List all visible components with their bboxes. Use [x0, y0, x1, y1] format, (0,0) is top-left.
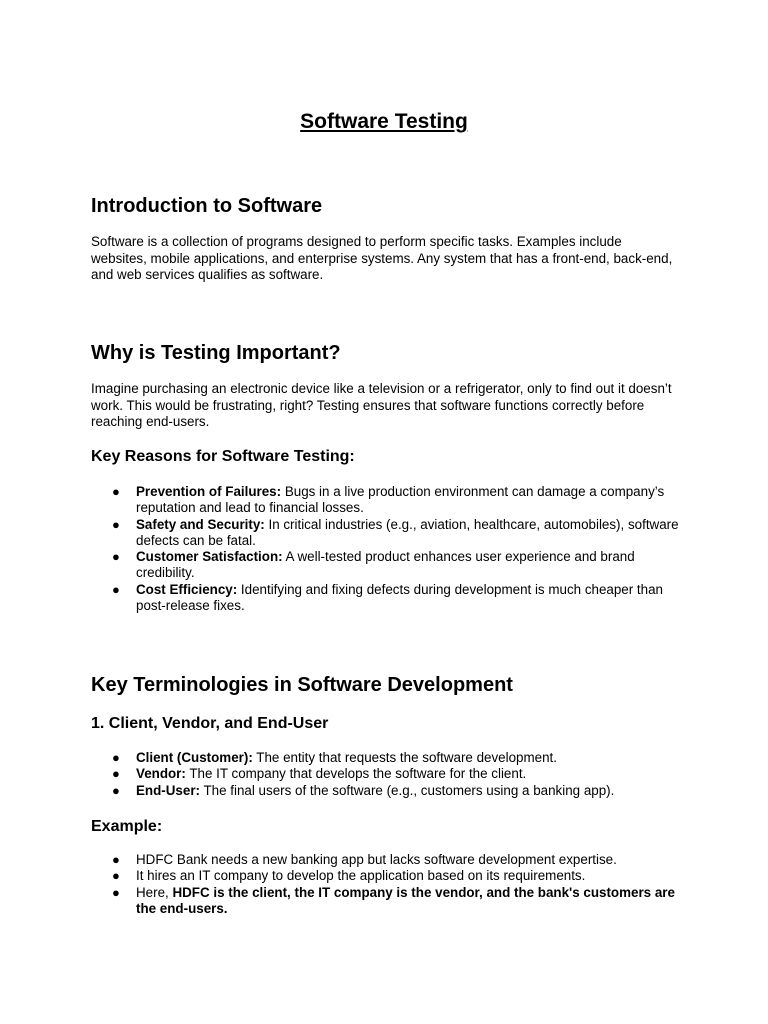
list-item — [91, 885, 681, 918]
bullet-icon: ● — [112, 766, 120, 782]
list-item — [91, 868, 681, 884]
list-item-desc: In critical industries (e.g., aviation, healthcare, automobiles), software defects can be fatal. — [136, 516, 679, 548]
list-item — [91, 783, 681, 799]
bullet-icon: ● — [112, 884, 120, 900]
list-terminologies — [91, 750, 681, 799]
list-item-desc: The entity that requests the software development. — [252, 750, 557, 765]
paragraph-introduction: Software is a collection of programs designed to perform specific tasks. Examples include websites, mobile applications, and enterprise systems. Any system that has a front-end, back-end, and web services qualifies as software. — [91, 234, 673, 282]
list-item-term: Customer Satisfaction: — [136, 549, 283, 565]
list-item-desc: The final users of the software (e.g., customers using a banking app). — [200, 782, 615, 798]
list-item-term: Prevention of Failures: — [136, 484, 282, 499]
list-item — [91, 582, 681, 615]
bullet-icon: ● — [112, 516, 120, 532]
list-item — [91, 484, 681, 517]
heading-why-testing: Why is Testing Important? — [91, 342, 341, 364]
list-item-desc: A well-tested product enhances user experience and brand credibility. — [136, 549, 635, 581]
paragraph-why-testing: Imagine purchasing an electronic device like a television or a refrigerator, only to find out it doesn’t work. This would be frustrating, right? Testing ensures that software functions correctly before reaching end-users. — [91, 381, 672, 429]
list-item — [91, 766, 681, 782]
list-item — [91, 750, 681, 766]
bullet-icon: ● — [112, 484, 120, 499]
list-item-desc: The IT company that develops the software for the client. — [185, 766, 527, 782]
list-item-text: HDFC Bank needs a new banking app but lacks software development expertise. — [136, 852, 617, 867]
list-item-term: Safety and Security: — [136, 516, 265, 532]
list-item-desc: Bugs in a live production environment can damage a company’s reputation and lead to financial losses. — [136, 484, 665, 516]
bullet-icon: ● — [112, 750, 120, 765]
document-title: Software Testing — [300, 110, 468, 133]
list-item — [91, 549, 681, 582]
list-item-term: Cost Efficiency: — [136, 581, 238, 597]
bullet-icon: ● — [112, 581, 120, 597]
heading-key-terminologies: Key Terminologies in Software Development — [91, 674, 513, 696]
list-item-term: Client (Customer): — [136, 750, 253, 765]
bullet-icon: ● — [112, 852, 120, 867]
list-item-term: End-User: — [136, 782, 200, 798]
list-item — [91, 852, 681, 868]
list-example — [91, 852, 681, 917]
heading-example: Example: — [91, 818, 163, 835]
list-key-reasons — [91, 484, 681, 614]
list-item-text: It hires an IT company to develop the application based on its requirements. — [136, 868, 586, 884]
heading-introduction: Introduction to Software — [91, 195, 323, 217]
bullet-icon: ● — [112, 868, 120, 884]
bullet-icon: ● — [112, 782, 120, 798]
heading-key-reasons: Key Reasons for Software Testing: — [91, 448, 355, 465]
bullet-icon: ● — [112, 549, 120, 565]
heading-client-vendor-enduser: 1. Client, Vendor, and End-User — [91, 715, 329, 732]
list-item-desc: Identifying and fixing defects during development is much cheaper than post-release fixes. — [136, 581, 663, 614]
list-item-term: Vendor: — [136, 766, 186, 782]
list-item-bold-text: HDFC is the client, the IT company is the vendor, and the bank's customers are the end-users. — [136, 884, 675, 916]
list-item-text: Here, — [136, 884, 173, 900]
list-item — [91, 517, 681, 550]
